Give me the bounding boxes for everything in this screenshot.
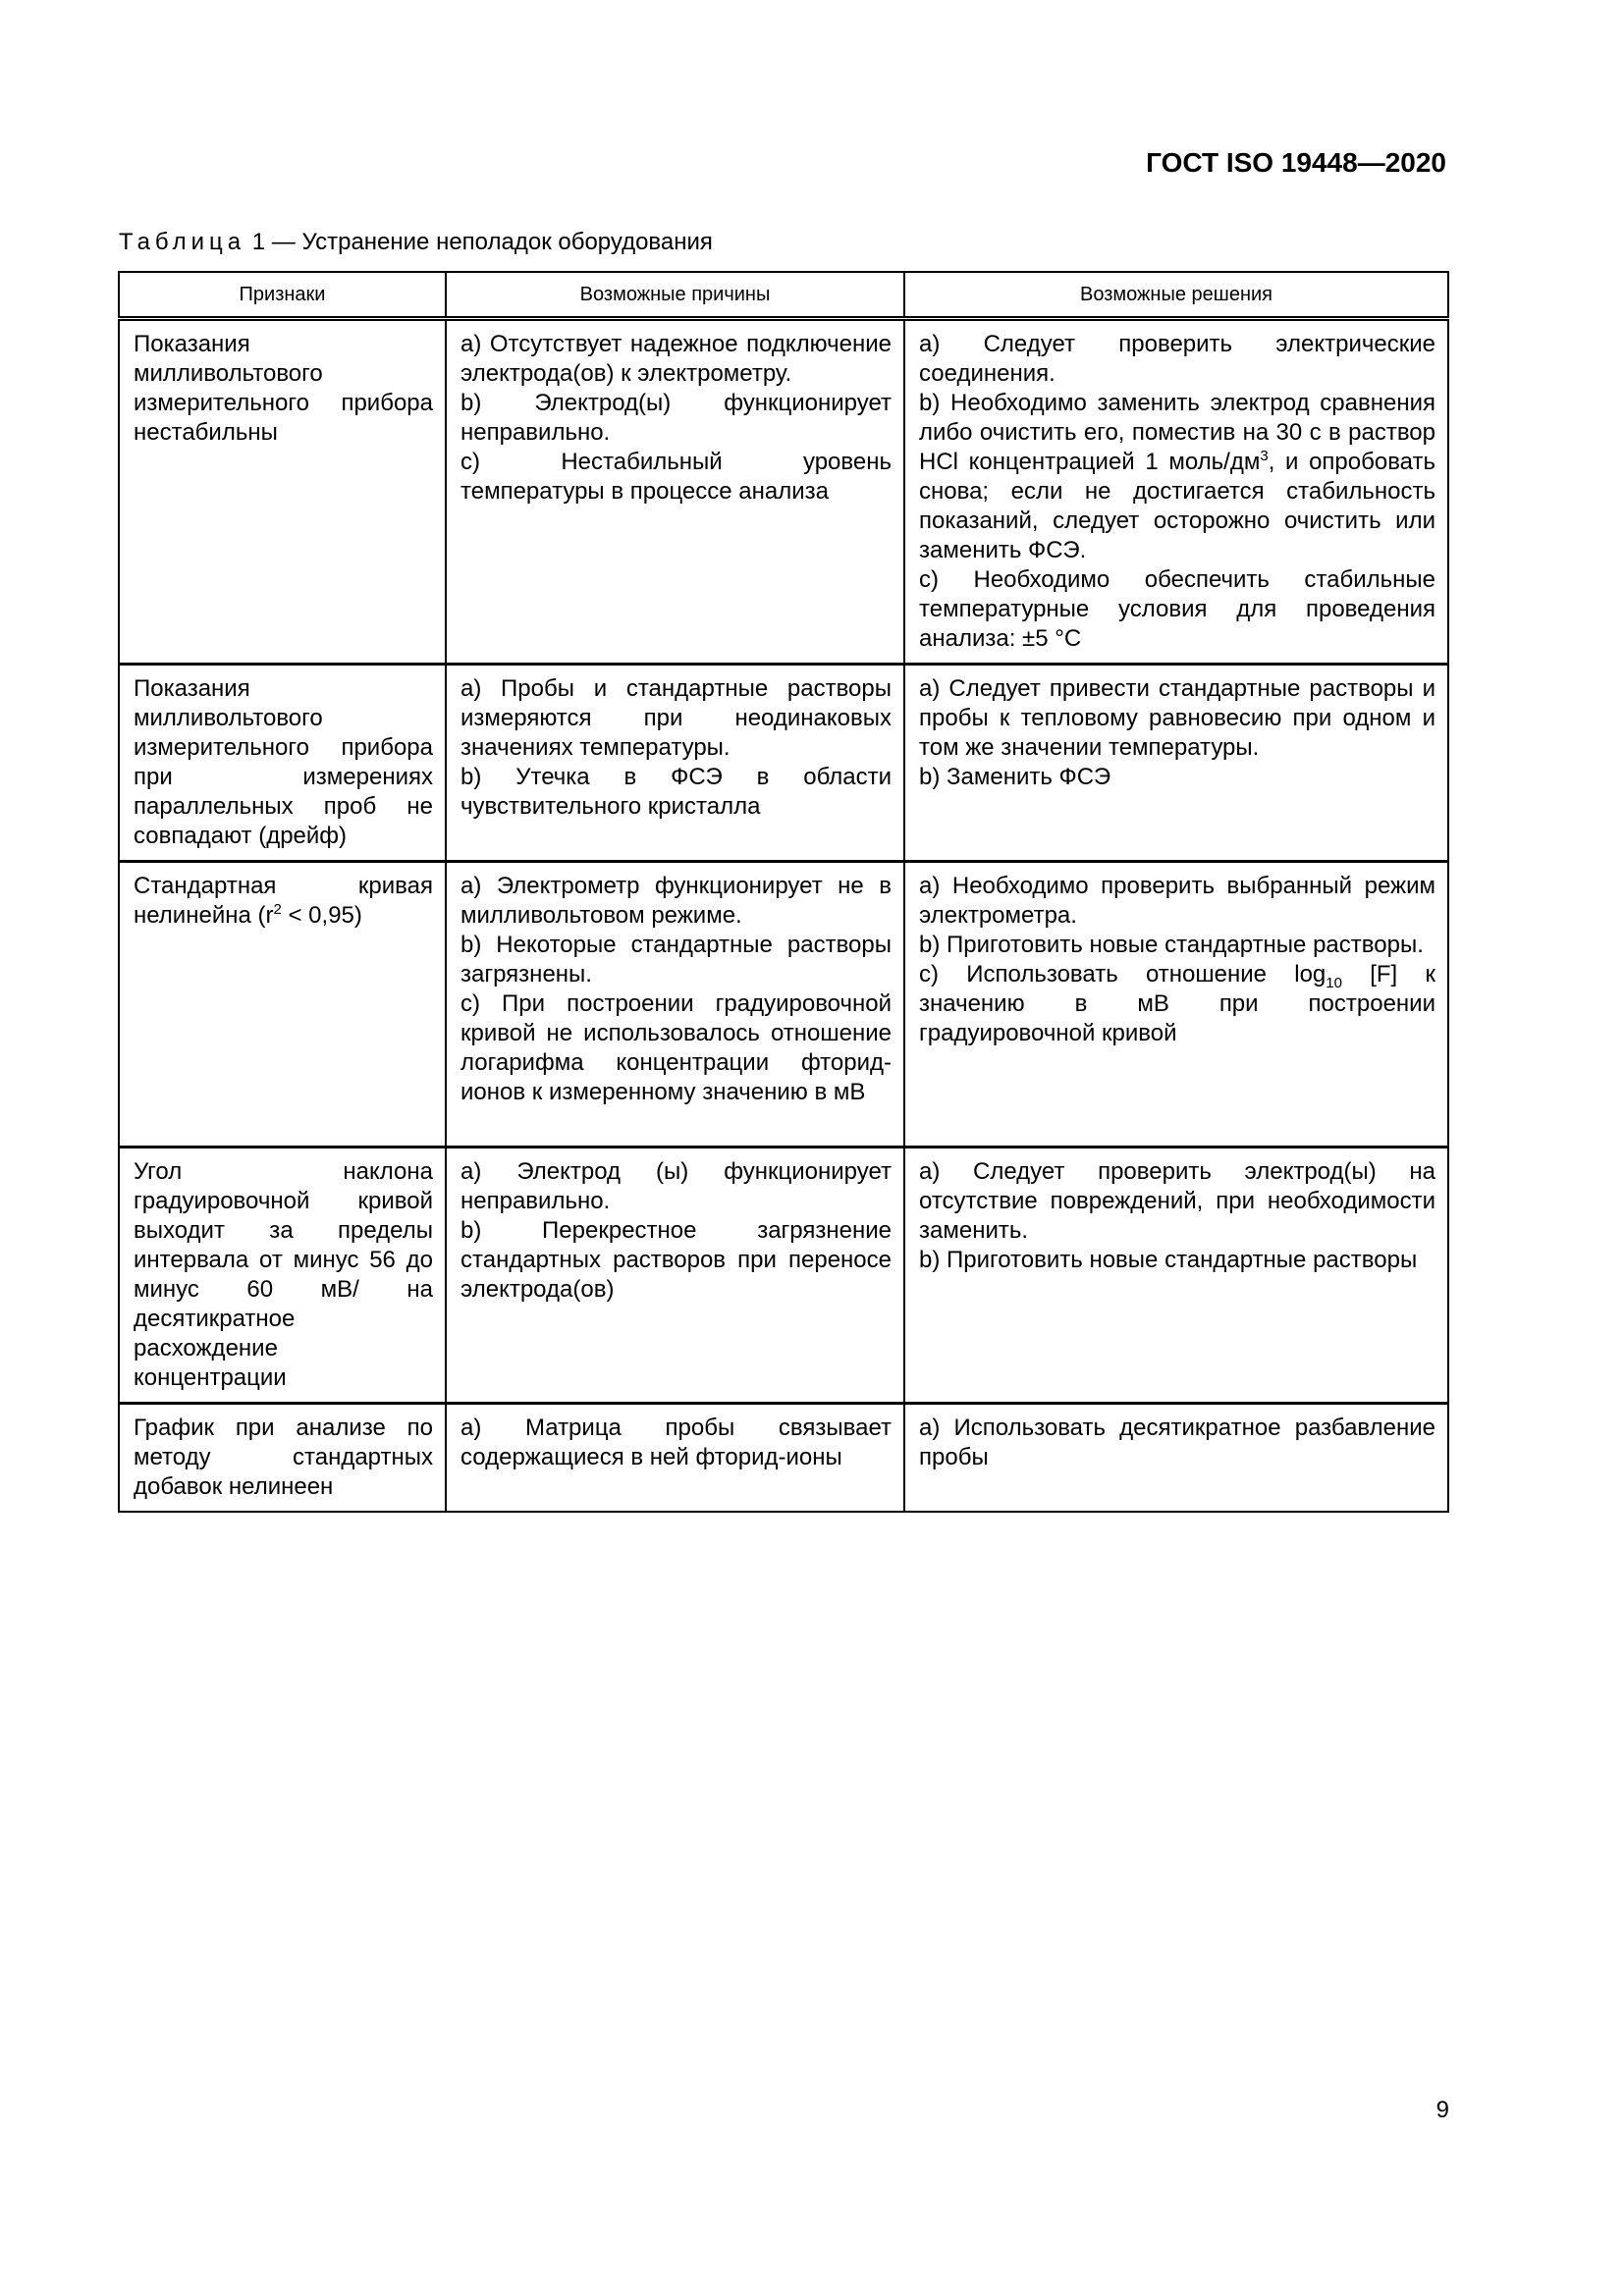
table-header-row: [119, 272, 1448, 319]
causes-cell: [446, 1404, 904, 1513]
causes-cell: [446, 862, 904, 1148]
table-row: [119, 1148, 1448, 1404]
solution-item: b) Необходимо заменить электрод сравнения либо очистить его, поместив на 30 с в раствор HCl концентрацией 1 моль/$дм^3$, и опробовать снова; если не достигается стабильность показаний, следует осторожно очистить или заменить ФСЭ.: [919, 390, 1435, 563]
cause-item: a) Матрица пробы связывает содержащиеся в ней фторид-ионы: [460, 1415, 892, 1470]
table-row: [119, 1404, 1448, 1513]
superscript: 2: [273, 901, 282, 918]
cause-item: c) При построении градуировочной кривой не использовалось отношение логарифма концентрации фторид-ионов к измеренному значению в мВ: [460, 990, 892, 1105]
cause-item: a) Электрометр функционирует не в милливольтовом режиме.: [460, 873, 892, 929]
cause-item: a) Отсутствует надежное подключение электрода(ов) к электрометру.: [460, 331, 892, 387]
solution-item: c) Использовать отношение $\log_{10} [F]$ к значению в мВ при построении градуировочной кривой: [919, 961, 1435, 1046]
column-header-solutions: Возможные решения: [904, 272, 1448, 319]
sign-cell: График при анализе по методу стандартных добавок нелинеен: [119, 1404, 446, 1513]
cause-item: b) Электрод(ы) функционирует неправильно.: [460, 390, 892, 446]
cause-item: c) Нестабильный уровень температуры в процессе анализа: [460, 449, 892, 505]
cause-item: b) Перекрестное загрязнение стандартных растворов при переносе электрода(ов): [460, 1217, 892, 1303]
solutions-cell: [904, 319, 1448, 665]
solution-item: b) Приготовить новые стандартные растворы.: [919, 932, 1424, 958]
solution-item: b) Приготовить новые стандартные растворы: [919, 1247, 1418, 1273]
solution-item: a) Следует проверить электрод(ы) на отсутствие повреждений, при необходимости заменить.: [919, 1158, 1435, 1244]
solution-item: a) Необходимо проверить выбранный режим электрометра.: [919, 873, 1435, 929]
table-row: [119, 319, 1448, 665]
sign-cell: Угол наклона градуировочной кривой выходит за пределы интервала от минус 56 до минус 60 мВ/ на десятикратное расхождение концентрации: [119, 1148, 446, 1404]
solutions-cell: [904, 1148, 1448, 1404]
subscript: 10: [1326, 974, 1342, 991]
cause-item: a) Пробы и стандартные растворы измеряются при неодинаковых значениях температуры.: [460, 675, 892, 761]
table-caption: [119, 229, 713, 256]
sign-cell: Показания милливольтового измерительного прибора при измерениях параллельных проб не совпадают (дрейф): [119, 665, 446, 862]
table-row: [119, 665, 1448, 862]
column-header-causes: Возможные причины: [446, 272, 904, 319]
page-number: 9: [1435, 2097, 1449, 2123]
superscript: 3: [1260, 448, 1269, 464]
solution-item: a) Следует привести стандартные растворы и пробы к тепловому равновесию при одном и том же значении температуры.: [919, 675, 1435, 761]
solution-item: a) Использовать десятикратное разбавление пробы: [919, 1415, 1435, 1470]
solution-item: a) Следует проверить электрические соединения.: [919, 331, 1435, 387]
cause-item: b) Некоторые стандартные растворы загрязнены.: [460, 932, 892, 988]
table-caption-label: Таблица: [119, 229, 246, 255]
document-designation: ГОСТ ISO 19448—2020: [1146, 147, 1446, 178]
causes-cell: [446, 665, 904, 862]
causes-cell: [446, 1148, 904, 1404]
cause-item: b) Утечка в ФСЭ в области чувствительного кристалла: [460, 764, 892, 820]
sign-cell: Стандартная кривая нелинейна $(r^2 < 0,95)$: [119, 862, 446, 1148]
cause-item: a) Электрод (ы) функционирует неправильно.: [460, 1158, 892, 1214]
solutions-cell: [904, 862, 1448, 1148]
table-row: [119, 862, 1448, 1148]
troubleshooting-table: [118, 271, 1449, 1513]
solutions-cell: [904, 665, 1448, 862]
solution-item: c) Необходимо обеспечить стабильные температурные условия для проведения анализа: ±5 °С: [919, 566, 1435, 652]
column-header-signs: Признаки: [119, 272, 446, 319]
sign-cell: Показания милливольтового измерительного прибора нестабильны: [119, 319, 446, 665]
table-caption-title: 1 — Устранение неполадок оборудования: [245, 229, 713, 255]
causes-cell: [446, 319, 904, 665]
solution-item: b) Заменить ФСЭ: [919, 764, 1111, 790]
solutions-cell: [904, 1404, 1448, 1513]
